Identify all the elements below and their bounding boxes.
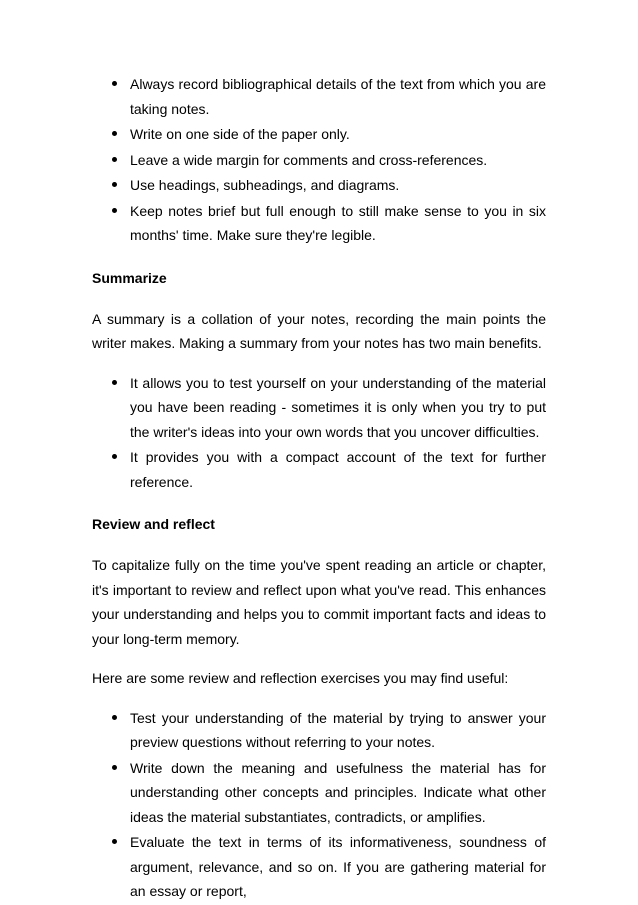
page-content (92, 72, 546, 905)
section-heading-summarize: Summarize (92, 269, 167, 286)
bullet-icon (112, 81, 117, 86)
summary-benefits-list (92, 371, 546, 495)
bullet-icon (112, 157, 117, 162)
list-item: Always record bibliographical details of the text from which you are taking notes. (92, 72, 546, 121)
bullet-icon (112, 182, 117, 187)
review-paragraph-1: To capitalize fully on the time you've spent reading an article or chapter, it's important to review and reflect upon what you've read. This enhances your understanding and helps you to commit important facts and ideas to your long-term memory. (92, 557, 546, 647)
bullet-icon (112, 715, 117, 720)
note-taking-tips-list (92, 72, 546, 248)
list-item: Write down the meaning and usefulness the material has for understanding other concepts and principles. Indicate what other ideas the material substantiates, contradicts, or amplifies. (92, 756, 546, 830)
bullet-icon (112, 454, 117, 459)
bullet-icon (112, 380, 117, 385)
list-item: It allows you to test yourself on your understanding of the material you have been reading - sometimes it is only when you try to put the writer's ideas into your own words that you uncover difficulties. (92, 371, 546, 445)
section-heading-review: Review and reflect (92, 516, 215, 532)
bullet-icon (112, 839, 117, 844)
list-item: Evaluate the text in terms of its informativeness, soundness of argument, relevance, and so on. If you are gathering material for an essay or report, (92, 830, 546, 904)
summarize-paragraph: A summary is a collation of your notes, recording the main points the writer makes. Making a summary from your notes has two main benefits. (92, 310, 546, 351)
list-item: Leave a wide margin for comments and cross-references. (92, 148, 546, 173)
review-paragraph-2: Here are some review and reflection exercises you may find useful: (92, 670, 509, 686)
bullet-icon (112, 131, 117, 136)
bullet-icon (112, 208, 117, 213)
review-exercises-list (92, 706, 546, 904)
list-item: It provides you with a compact account of the text for further reference. (92, 445, 546, 494)
list-item: Write on one side of the paper only. (92, 122, 546, 147)
list-item: Test your understanding of the material by trying to answer your preview questions without referring to your notes. (92, 706, 546, 755)
list-item: Keep notes brief but full enough to still make sense to you in six months' time. Make sure they're legible. (92, 199, 546, 248)
list-item: Use headings, subheadings, and diagrams. (92, 173, 546, 198)
bullet-icon (112, 765, 117, 770)
